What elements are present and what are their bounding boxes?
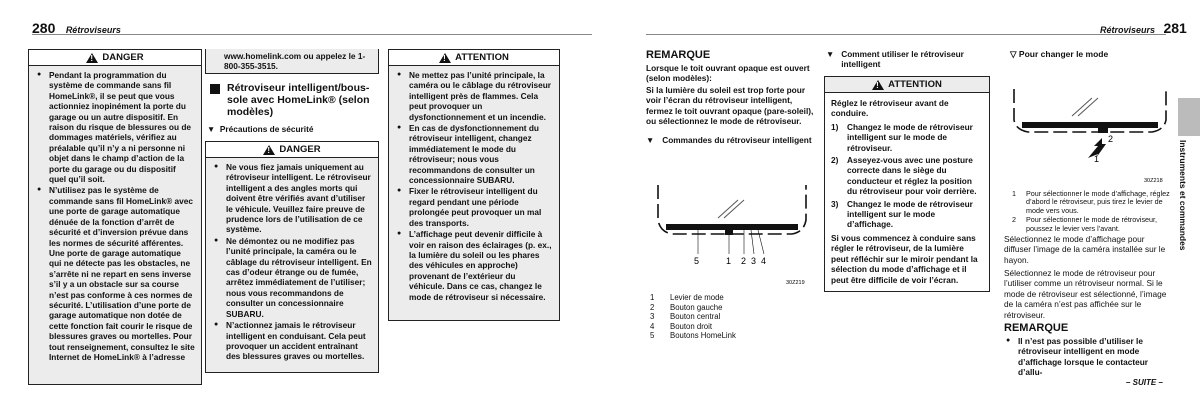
right-header-rule [646, 34, 1166, 35]
mirror-bottom-bar [1022, 122, 1158, 128]
attention-box [388, 49, 560, 321]
left-danger-box [28, 49, 202, 385]
danger-heading: ! DANGER [206, 142, 378, 158]
left-header-rule [32, 34, 592, 35]
list-item: 3 Bouton central [650, 312, 721, 322]
glare-line [1072, 98, 1092, 116]
triangle-down-icon: ▼ [826, 49, 835, 59]
danger-list [29, 66, 201, 365]
warning-triangle-icon [263, 145, 275, 155]
attention-heading: ! ATTENTION [825, 77, 989, 93]
list-item: ● Ne démontez ou ne modifiez pas l’unité principale, la caméra ou le câblage du rétroviseur intelligent. En cas d’odeur étrange ou de fumée, arrêtez immédiatement de l’utiliser; nous vous recommandons de consulter un concessionnaire SUBARU. [212, 236, 372, 319]
change-mode-figure [1010, 84, 1170, 194]
list-item: ● L’affichage peut devenir difficile à voir en raison des éclairages (p. ex., la lumière du soleil ou les phares des véhicules en approche) provenant de l’extérieur du véhicule. Dans ce cas, changez le mode de rétroviseur si nécessaire. [395, 229, 553, 302]
left-section-title: Rétroviseurs [65, 25, 121, 35]
list-item: ● Il n’est pas possible d’utiliser le rétroviseur intelligent en mode d’affichage lorsque le contacteur d’allu- [1004, 336, 1170, 378]
remark-title: REMARQUE [1004, 322, 1069, 334]
list-item: ● En cas de dysfonctionnement du rétroviseur intelligent, changez immédiatement le mode du rétroviseur; nous vous recommandons de consulter un concessionnaire SUBARU. [395, 123, 553, 185]
remark-block-2 [1004, 322, 1170, 379]
usage-subheading: ▼ Comment utiliser le rétroviseur intelligent [826, 49, 964, 70]
list-item: ● Fixer le rétroviseur intelligent du regard pendant une période prolongée peut provoquer un mal des transports. [395, 186, 553, 228]
list-item: ● Ne mettez pas l’unité principale, la caméra ou le câblage du rétroviseur intelligent près de flammes. Cela peut provoquer un dysfonctionnement et un incendie. [395, 70, 553, 122]
list-item: 5 Boutons HomeLink [650, 331, 736, 341]
side-tab-label: Instruments et commandes [1178, 140, 1188, 251]
list-item: 1) Changez le mode de rétroviseur intelligent sur le mode de rétroviseur. [831, 121, 973, 153]
usage-attention-box [824, 76, 990, 292]
figure-code: 30Z219 [786, 280, 805, 286]
figure-label: 1 [726, 256, 732, 266]
list-item: ● Pendant la programmation du système de commande sans fil HomeLink®, il se peut que vous actionniez inopinément la porte du garage ou un autre dispositif. En raison du risque de blessures ou de dommages matériels, vérifiez au préalable qu’il n’y a ni personne ni objet dans le champ d’action de la porte du garage ou du dispositif quel qu’il soit. [35, 70, 195, 184]
figure-label: 5 [694, 256, 700, 266]
section-square-icon [210, 84, 220, 94]
list-item: ● Ne vous fiez jamais uniquement au rétroviseur intelligent. Le rétroviseur intelligent a des angles morts qui doivent être vérifiés avant d’utiliser le véhicule. Veuillez faire preuve de prudence lors de l’utilisation de ce système. [212, 162, 372, 235]
triangle-down-icon: ▼ [207, 124, 216, 134]
warning-triangle-icon [439, 53, 451, 63]
list-item: 4 Bouton droit [650, 321, 713, 331]
list-item: 3) Changez le mode de rétroviseur intelligent sur le mode d’affichage. [831, 198, 973, 230]
danger-list [206, 158, 378, 365]
list-item: ● N’actionnez jamais le rétroviseur intelligent en conduisant. Cela peut provoquer un accident entraînant des blessures graves ou mortelles. [212, 320, 372, 362]
left-page-header [32, 20, 121, 38]
remark-title: REMARQUE [646, 49, 711, 61]
remark-intro: Lorsque le toit ouvrant opaque est ouvert (selon modèles): [646, 63, 810, 84]
right-section-title: Rétroviseurs [1100, 25, 1156, 35]
list-item: 1 Pour sélectionner le mode d’affichage, réglez d’abord le rétroviseur, puis tirez le levier de mode vers vous. [1012, 189, 1170, 215]
adjust-steps [831, 122, 983, 230]
figure-label: 3 [751, 256, 757, 266]
figure-label: 2 [1108, 134, 1114, 144]
remark-list [1004, 334, 1170, 378]
safety-subheading: ▼ Précautions de sécurité [207, 124, 314, 134]
mid-danger-box [205, 141, 379, 373]
attention-intro: Réglez le rétroviseur avant de conduire. [831, 98, 949, 119]
list-item: 2 Pour sélectionner le mode de rétroviseur, poussez le levier vers l’avant. [1012, 215, 1158, 233]
warning-triangle-icon [86, 53, 98, 63]
mode-lever [725, 230, 733, 235]
warning-triangle-icon [872, 80, 884, 90]
figure-label: 2 [741, 256, 747, 266]
list-item: ● N’utilisez pas le système de commande sans fil HomeLink® avec une porte de garage automatique dénuée de la fonction d’arrêt de sécurité et d’inversion prévue dans les normes de sécurité afférentes. Une porte de garage automatique qui ne détecte pas les obstacles, ne s’arrête ni ne repart en sens inverse s’il y a un obstacle sur sa course n’est pas conforme à ces normes de sécurité. L’utilisation d’une porte de garage automatique non dotée de cette fonction fait courir le risque de blessures graves ou mortelles. Pour tout renseignement, consultez le site Internet de HomeLink® à l’adresse [35, 185, 195, 362]
chapter-tab [1178, 98, 1200, 136]
mirror-mode-paragraph: Sélectionnez le mode de rétroviseur pour l’utiliser comme un rétroviseur normal. Si le mode de rétroviseur est sélectionné, l’image de la caméra n’est pas affichée sur le rétroviseur. [1004, 268, 1167, 320]
glare-line [1078, 98, 1098, 116]
change-mode-steps [1012, 190, 1170, 233]
mirror-controls-figure [648, 180, 816, 290]
change-mode-subheading: ▽ Pour changer le mode [1010, 49, 1109, 59]
controls-legend [650, 293, 818, 341]
right-page-number: 281 [1163, 20, 1187, 36]
attention-heading: ! ATTENTION [389, 50, 559, 66]
danger-continuation-box [205, 49, 379, 74]
smart-mirror-heading: Rétroviseur intelligent/boussole avec HomeLink® (selon modèles) [205, 82, 377, 118]
list-item: 2) Asseyez-vous avec une posture correcte dans le siège du conducteur et réglez la position du rétroviseur pour voir derrière. [831, 155, 977, 197]
left-page-number: 280 [32, 20, 56, 36]
attention-list [389, 66, 559, 305]
triangle-down-icon: ▼ [646, 135, 655, 146]
remark-block [646, 49, 816, 146]
mode-lever [1098, 128, 1108, 133]
figure-label: 4 [761, 256, 767, 266]
list-item: 1 Levier de mode [650, 293, 724, 302]
controls-subheading: ▼ Commandes du rétroviseur intelligent [646, 135, 812, 146]
list-item: 2 Bouton gauche [650, 302, 723, 312]
attention-outro: Si vous commencez à conduire sans régler le rétroviseur, de la lumière peut réfléchir sur le miroir pendant la sélection du mode d’affichage et il peut être difficile de voir l’écran. [831, 232, 978, 285]
mirror-bottom-bar [666, 224, 798, 230]
figure-code: 30Z218 [1144, 178, 1163, 184]
danger-continuation-text: www.homelink.com ou appelez le 1-800-355-3515. [224, 51, 366, 72]
triangle-outline-icon: ▽ [1010, 49, 1017, 59]
continued-marker: – SUITE – [1126, 378, 1163, 387]
glare-line [718, 200, 738, 218]
danger-heading: ! DANGER [29, 50, 201, 66]
display-mode-paragraph: Sélectionnez le mode d’affichage pour diffuser l’image de la caméra installée sur le hayon. [1004, 234, 1166, 265]
remark-body: Si la lumière du soleil est trop forte pour voir l’écran du rétroviseur intelligent, fermez le toit ouvrant opaque (pare-soleil), ou sélectionnez le mode de rétroviseur. [646, 84, 814, 127]
glare-line [724, 200, 744, 218]
figure-label: 1 [1094, 154, 1100, 164]
right-page-header [1100, 20, 1187, 38]
